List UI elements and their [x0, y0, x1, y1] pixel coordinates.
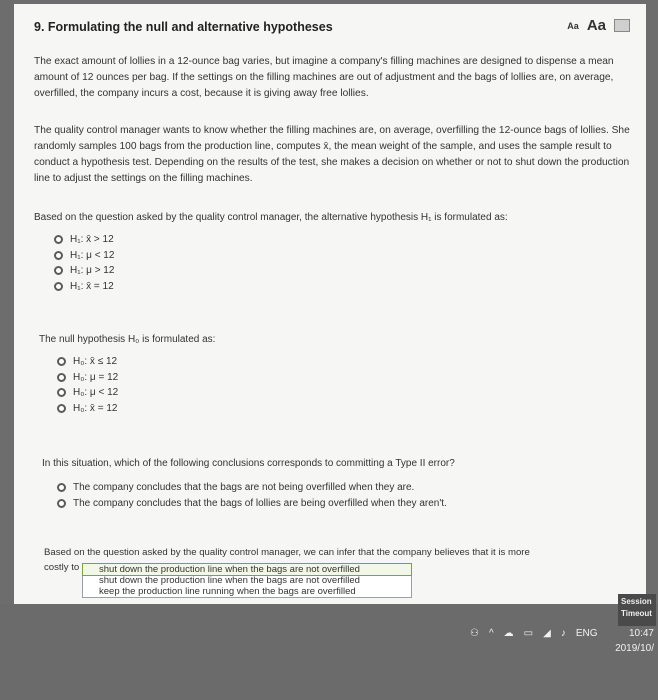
language-indicator[interactable]: ENG	[575, 628, 598, 639]
intro-paragraph: The exact amount of lollies in a 12-ounce bag varies, but imagine a company's filling machines are designed to dispense a mean amount of 12 ounces per bag. If the settings on the filling machines are out of adjustment and the bags of lollies are, on average, overfilled, the company incurs a cost, because it is giving away free lollies.	[34, 56, 614, 99]
book-icon[interactable]	[614, 19, 630, 32]
type2-prompt: In this situation, which of the following conclusions corresponds to committing a Type II error?	[42, 458, 455, 469]
alt-hypothesis-prompt: Based on the question asked by the quality control manager, the alternative hypothesis H₁ is formulated as:	[34, 212, 508, 223]
radio-option[interactable]: H₁: μ < 12	[54, 248, 114, 264]
radio-icon[interactable]	[57, 357, 66, 366]
chevron-up-icon[interactable]: ^	[488, 628, 494, 639]
wifi-icon[interactable]: ◢	[543, 628, 551, 639]
radio-icon[interactable]	[57, 483, 66, 492]
costly-dropdown[interactable]	[82, 563, 412, 598]
dropdown-option[interactable]: keep the production line running when the bags are overfilled	[99, 586, 356, 597]
font-increase-button[interactable]: Aa	[586, 17, 606, 34]
radio-option[interactable]: H₀: μ < 12	[57, 385, 118, 401]
radio-option[interactable]: H₁: μ > 12	[54, 263, 114, 279]
dropdown-option[interactable]: shut down the production line when the bags are not overfilled	[83, 564, 411, 575]
people-icon[interactable]: ⚇	[470, 628, 479, 639]
windows-taskbar	[0, 604, 658, 700]
volume-icon[interactable]: ♪	[560, 628, 566, 639]
clock-date: 2019/10/	[615, 643, 654, 654]
radio-option[interactable]: H₁: x̄ > 12	[54, 232, 114, 248]
radio-icon[interactable]	[57, 404, 66, 413]
radio-option[interactable]: H₀: μ = 12	[57, 370, 118, 386]
system-tray	[470, 628, 598, 639]
clock-time: 10:47	[628, 628, 654, 639]
radio-option[interactable]: H₀: x̄ = 12	[57, 401, 118, 417]
question-title: 9. Formulating the null and alternative hypotheses	[34, 20, 333, 34]
font-decrease-button[interactable]: Aa	[567, 20, 579, 31]
costly-prompt: Based on the question asked by the quality control manager, we can infer that the company believes that it is more	[44, 547, 530, 558]
type2-options	[57, 480, 447, 511]
cloud-icon[interactable]: ☁	[503, 628, 514, 639]
alt-hypothesis-options	[54, 232, 114, 294]
radio-icon[interactable]	[54, 282, 63, 291]
clock[interactable]	[615, 626, 654, 656]
radio-icon[interactable]	[54, 266, 63, 275]
scenario-paragraph: The quality control manager wants to know whether the filling machines are, on average, overfilling the 12-ounce bags of lollies. She randomly samples 100 bags from the production line, computes x̄, the mean weight of the sample, and uses the sample result to conduct a hypothesis test. Depending on the results of the test, she makes a decision on whether or not to shut down the production line to adjust the settings on the filling machines.	[34, 125, 630, 184]
radio-icon[interactable]	[54, 235, 63, 244]
radio-icon[interactable]	[57, 499, 66, 508]
radio-option[interactable]: The company concludes that the bags of lollies are being overfilled when they aren't.	[57, 496, 447, 512]
radio-option[interactable]: The company concludes that the bags are not being overfilled when they are.	[57, 480, 447, 496]
session-timeout-badge[interactable]: Session Timeout	[618, 594, 656, 626]
costly-to-label: costly to	[44, 562, 80, 573]
battery-icon[interactable]: ▭	[523, 628, 534, 639]
null-hypothesis-prompt: The null hypothesis H₀ is formulated as:	[39, 334, 216, 345]
radio-option[interactable]: H₀: x̄ ≤ 12	[57, 354, 118, 370]
radio-icon[interactable]	[57, 373, 66, 382]
radio-icon[interactable]	[54, 251, 63, 260]
radio-option[interactable]: H₁: x̄ = 12	[54, 279, 114, 295]
font-size-controls	[567, 17, 630, 34]
dropdown-option[interactable]: shut down the production line when the bags are not overfilled	[99, 575, 360, 586]
radio-icon[interactable]	[57, 388, 66, 397]
question-sheet	[14, 4, 646, 604]
null-hypothesis-options	[57, 354, 118, 416]
